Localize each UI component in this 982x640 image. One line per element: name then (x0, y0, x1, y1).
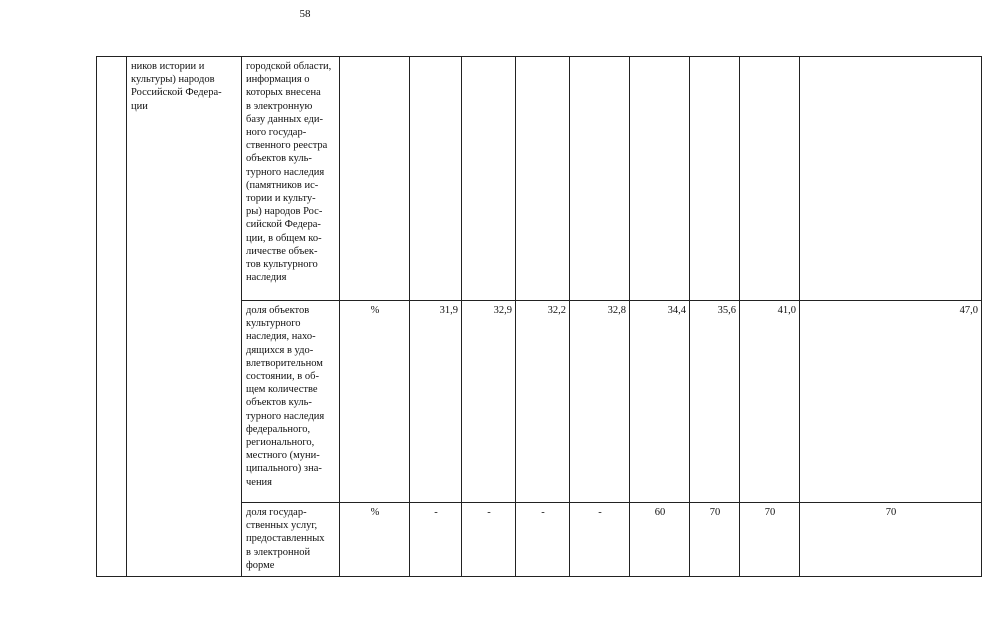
value-cell (800, 57, 982, 301)
value-cell: 31,9 (410, 301, 462, 503)
value-cell: 32,8 (570, 301, 630, 503)
page-number: 58 (299, 8, 311, 20)
value-cell: 47,0 (800, 301, 982, 503)
value-cell (462, 57, 516, 301)
value-cell: - (410, 503, 462, 577)
unit-cell: % (340, 301, 410, 503)
indicator-description: городской области, информация о которых внесена в электронную базу данных еди- ного государ- ственного реестра объектов куль- турного наследия (памятников ис- тории и культу- ры) народов Рос- сийской Федера- ции, в общем ко- личестве объек- тов культурного наследия (242, 57, 340, 301)
value-cell: 32,2 (516, 301, 570, 503)
table-row (97, 57, 982, 301)
value-cell (410, 57, 462, 301)
indicator-description: доля объектов культурного наследия, нахо- дящихся в удо- влетворительном состоянии, в об- щем количестве объектов куль- турного наследия федерального, регионального, местного (муни- ципального) зна- чения (242, 301, 340, 503)
value-cell: 70 (740, 503, 800, 577)
value-cell (630, 57, 690, 301)
value-cell: - (462, 503, 516, 577)
value-cell: 70 (800, 503, 982, 577)
value-cell (690, 57, 740, 301)
value-cell: 60 (630, 503, 690, 577)
row-number-cell (97, 57, 127, 577)
value-cell: 35,6 (690, 301, 740, 503)
value-cell (570, 57, 630, 301)
value-cell: 34,4 (630, 301, 690, 503)
unit-cell (340, 57, 410, 301)
value-cell (516, 57, 570, 301)
value-cell: - (516, 503, 570, 577)
value-cell: 41,0 (740, 301, 800, 503)
indicator-description: доля государ- ственных услуг, предоставленных в электронной форме (242, 503, 340, 577)
value-cell: 70 (690, 503, 740, 577)
indicators-table (96, 56, 982, 577)
value-cell: 32,9 (462, 301, 516, 503)
value-cell (740, 57, 800, 301)
unit-cell: % (340, 503, 410, 577)
indicator-name-cell: ников истории и культуры) народов Российской Федера- ции (127, 57, 242, 577)
value-cell: - (570, 503, 630, 577)
